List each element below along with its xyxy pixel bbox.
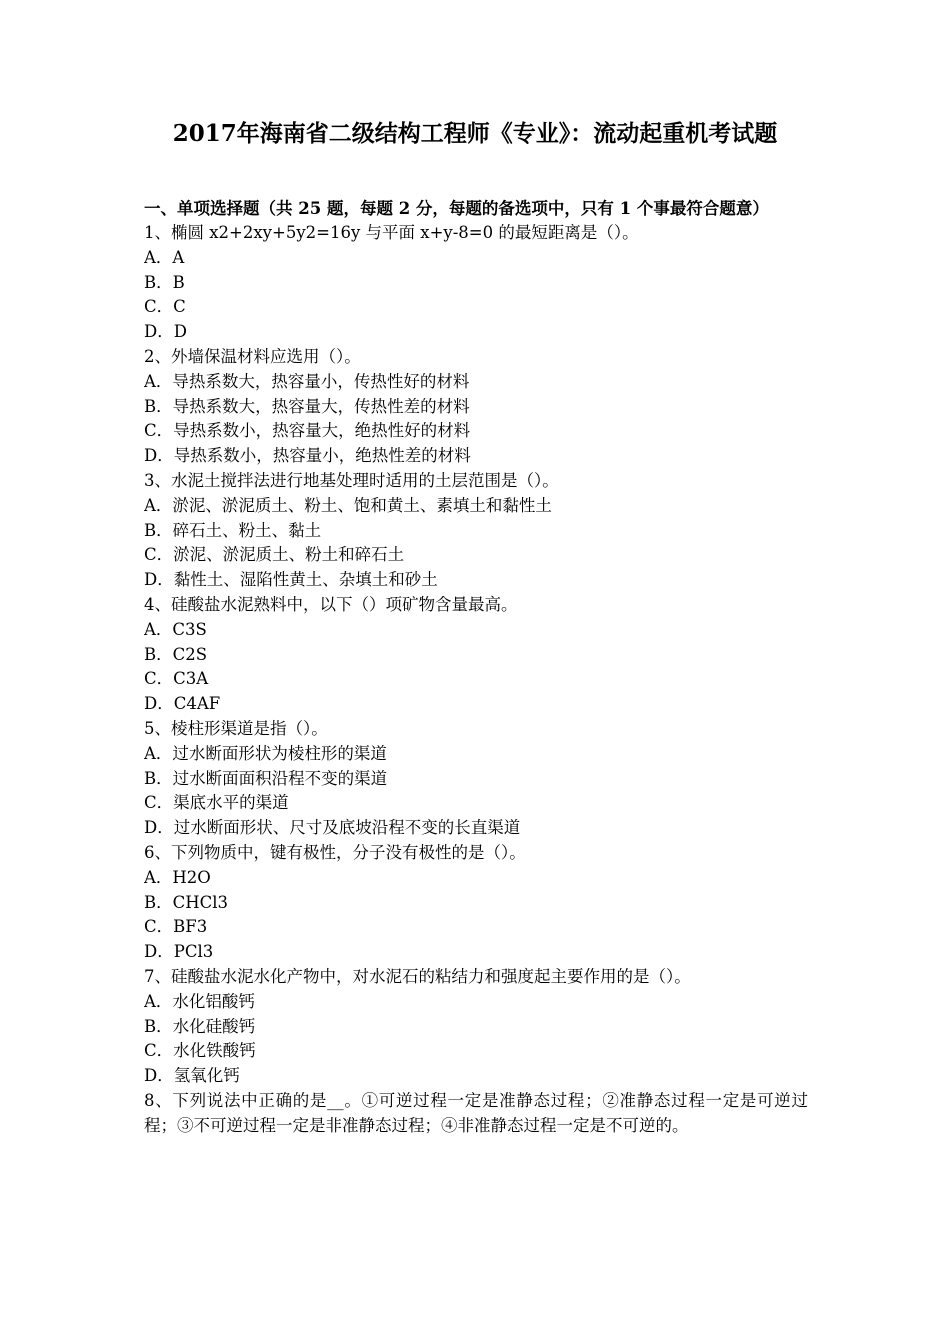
question-5-option-d: D．过水断面形状、尺寸及底坡沿程不变的长直渠道 (144, 818, 521, 838)
section-heading: 一、单项选择题（共 25 题，每题 2 分，每题的备选项中，只有 1 个事最符合题意） (144, 199, 769, 218)
question-1-option-b: B．B (144, 272, 185, 292)
question-1-option-d: D．D (144, 322, 187, 342)
question-1-option-a: A．A (144, 247, 185, 267)
question-5-option-a: A．过水断面形状为棱柱形的渠道 (144, 743, 387, 763)
question-3-option-c: C．淤泥、淤泥质土、粉土和碎石土 (144, 545, 405, 565)
question-2-option-c: C．导热系数小，热容量大，绝热性好的材料 (144, 421, 471, 441)
question-7-option-d: D．氢氧化钙 (144, 1066, 240, 1086)
question-4-option-b: B．C2S (144, 644, 208, 664)
question-6-option-c: C．BF3 (144, 917, 208, 937)
question-6-stem: 6、下列物质中，键有极性，分子没有极性的是（）。 (144, 842, 526, 862)
question-8-stem: 8、下列说法中正确的是__。①可逆过程一定是准静态过程；②准静态过程一定是可逆过程；③不可逆过程一定是非准静态过程；④非准静态过程一定是不可逆的。 (144, 1090, 808, 1135)
question-2-stem: 2、外墙保温材料应选用（）。 (144, 346, 361, 366)
question-7-stem: 7、硅酸盐水泥水化产物中，对水泥石的粘结力和强度起主要作用的是（）。 (144, 966, 691, 986)
question-5-option-b: B．过水断面面积沿程不变的渠道 (144, 768, 388, 788)
question-7-option-a: A．水化铝酸钙 (144, 991, 255, 1011)
question-3-stem: 3、水泥土搅拌法进行地基处理时适用的土层范围是（）。 (144, 470, 559, 490)
question-7-option-b: B．水化硅酸钙 (144, 1016, 256, 1036)
document-title: 2017年海南省二级结构工程师《专业》：流动起重机考试题 (172, 120, 778, 147)
document-body (144, 197, 808, 1138)
question-2-option-a: A．导热系数大，热容量小，传热性好的材料 (144, 371, 470, 391)
question-6-option-d: D．PCl3 (144, 942, 214, 962)
question-7-option-c: C．水化铁酸钙 (144, 1041, 256, 1061)
question-4-option-a: A．C3S (144, 619, 207, 639)
question-1-option-c: C．C (144, 297, 186, 317)
question-2-option-b: B．导热系数大，热容量大，传热性差的材料 (144, 396, 470, 416)
question-4-stem: 4、硅酸盐水泥熟料中，以下（）项矿物含量最高。 (144, 594, 518, 614)
question-4-option-d: D．C4AF (144, 694, 221, 714)
question-5-stem: 5、棱柱形渠道是指（）。 (144, 718, 328, 738)
question-1-stem: 1、椭圆 x2+2xy+5y2=16y 与平面 x+y-8=0 的最短距离是（）。 (144, 223, 639, 242)
question-6-option-b: B．CHCl3 (144, 892, 229, 912)
question-2-option-d: D．导热系数小，热容量小，绝热性差的材料 (144, 446, 471, 466)
question-5-option-c: C．渠底水平的渠道 (144, 793, 289, 813)
question-3-option-a: A．淤泥、淤泥质土、粉土、饱和黄土、素填土和黏性土 (144, 495, 552, 515)
question-6-option-a: A．H2O (144, 867, 211, 887)
question-3-option-d: D．黏性土、湿陷性黄土、杂填土和砂土 (144, 570, 438, 590)
question-3-option-b: B．碎石土、粉土、黏土 (144, 520, 322, 540)
question-4-option-c: C．C3A (144, 669, 209, 689)
